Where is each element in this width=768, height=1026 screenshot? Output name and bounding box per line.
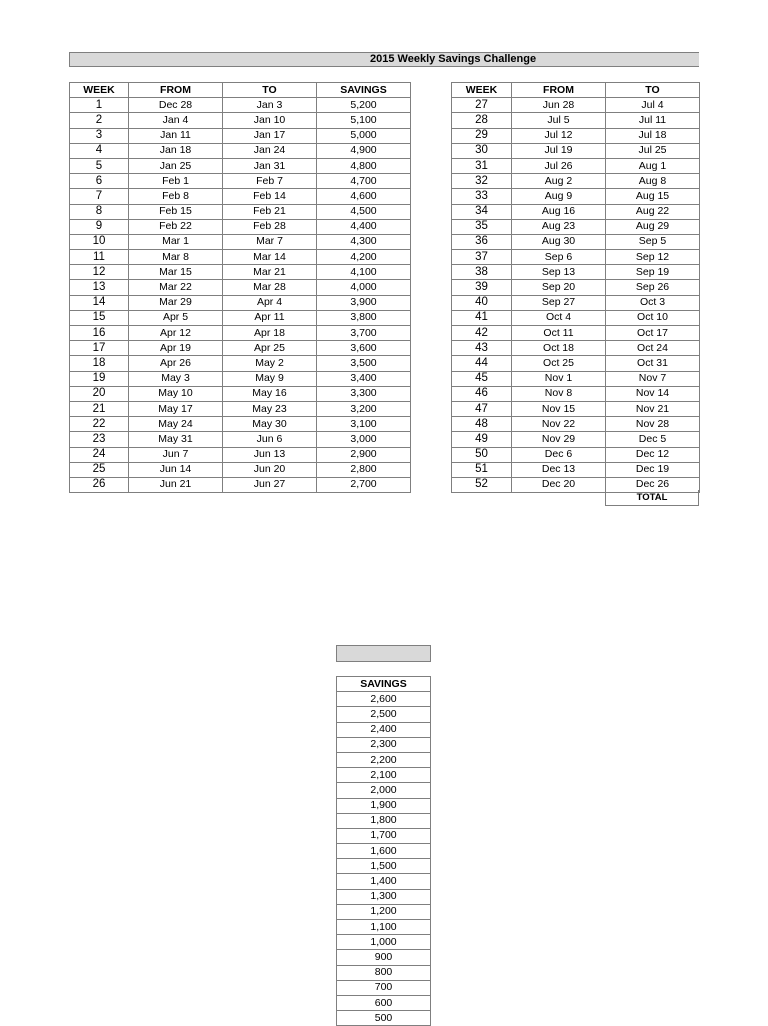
header-row — [70, 83, 411, 98]
table-row — [337, 920, 431, 935]
savings-cell: 800 — [337, 965, 431, 980]
table-row — [452, 98, 700, 113]
table-row — [452, 401, 700, 416]
table-row — [452, 280, 700, 295]
week-cell: 28 — [452, 113, 512, 128]
week-cell: 51 — [452, 462, 512, 477]
table-row — [70, 234, 411, 249]
savings-cell: 3,800 — [317, 310, 411, 325]
table-row — [452, 128, 700, 143]
week-cell: 50 — [452, 447, 512, 462]
from-date-cell: Apr 26 — [129, 356, 223, 371]
table-row — [337, 813, 431, 828]
week-cell: 14 — [70, 295, 129, 310]
week-cell: 47 — [452, 401, 512, 416]
to-date-cell: May 9 — [223, 371, 317, 386]
from-date-cell: Oct 11 — [512, 326, 606, 341]
total-label: TOTAL — [605, 490, 699, 506]
week-cell: 10 — [70, 234, 129, 249]
savings-cell: 900 — [337, 950, 431, 965]
savings-table-weeks-1-26 — [69, 82, 411, 493]
week-cell: 27 — [452, 98, 512, 113]
table-row — [337, 737, 431, 752]
from-date-cell: Nov 15 — [512, 401, 606, 416]
to-date-cell: Nov 7 — [606, 371, 700, 386]
to-date-cell: Feb 7 — [223, 174, 317, 189]
week-cell: 44 — [452, 356, 512, 371]
week-cell: 31 — [452, 158, 512, 173]
week-cell: 41 — [452, 310, 512, 325]
to-date-cell: Jan 17 — [223, 128, 317, 143]
savings-cell: 5,000 — [317, 128, 411, 143]
table-row — [337, 707, 431, 722]
savings-cell: 2,500 — [337, 707, 431, 722]
table-row — [452, 219, 700, 234]
savings-cell: 500 — [337, 1011, 431, 1026]
table-row — [70, 432, 411, 447]
from-date-cell: Jan 11 — [129, 128, 223, 143]
from-date-cell: May 24 — [129, 417, 223, 432]
from-date-cell: Jun 7 — [129, 447, 223, 462]
from-header: FROM — [512, 83, 606, 98]
table-row — [452, 417, 700, 432]
table-row — [337, 783, 431, 798]
to-date-cell: Aug 1 — [606, 158, 700, 173]
table-row — [452, 234, 700, 249]
table-row — [452, 295, 700, 310]
table-row — [70, 417, 411, 432]
from-date-cell: Oct 4 — [512, 310, 606, 325]
savings-column-table — [336, 676, 431, 1026]
table-row — [70, 462, 411, 477]
from-date-cell: May 10 — [129, 386, 223, 401]
savings-cell: 2,100 — [337, 768, 431, 783]
week-cell: 46 — [452, 386, 512, 401]
to-date-cell: Jun 20 — [223, 462, 317, 477]
table-row — [337, 965, 431, 980]
week-cell: 12 — [70, 265, 129, 280]
week-cell: 43 — [452, 341, 512, 356]
savings-cell: 3,500 — [317, 356, 411, 371]
to-date-cell: Apr 18 — [223, 326, 317, 341]
week-cell: 15 — [70, 310, 129, 325]
from-date-cell: Oct 25 — [512, 356, 606, 371]
week-cell: 32 — [452, 174, 512, 189]
to-date-cell: Aug 8 — [606, 174, 700, 189]
table-row — [70, 204, 411, 219]
savings-cell: 1,300 — [337, 889, 431, 904]
savings-cell: 3,400 — [317, 371, 411, 386]
page-title: 2015 Weekly Savings Challenge — [370, 53, 537, 65]
to-date-cell: Dec 19 — [606, 462, 700, 477]
from-date-cell: Jul 5 — [512, 113, 606, 128]
from-header: FROM — [129, 83, 223, 98]
savings-cell: 3,300 — [317, 386, 411, 401]
table-row — [70, 113, 411, 128]
table-row — [337, 935, 431, 950]
table-row — [452, 189, 700, 204]
to-date-cell: Feb 21 — [223, 204, 317, 219]
table-row — [70, 386, 411, 401]
from-date-cell: Dec 13 — [512, 462, 606, 477]
week-cell: 52 — [452, 477, 512, 492]
week-cell: 33 — [452, 189, 512, 204]
from-date-cell: May 17 — [129, 401, 223, 416]
week-header: WEEK — [452, 83, 512, 98]
section-bar — [336, 645, 431, 662]
week-cell: 35 — [452, 219, 512, 234]
savings-cell: 700 — [337, 980, 431, 995]
from-date-cell: Aug 30 — [512, 234, 606, 249]
week-cell: 26 — [70, 477, 129, 492]
from-date-cell: Dec 28 — [129, 98, 223, 113]
week-cell: 45 — [452, 371, 512, 386]
to-date-cell: Nov 28 — [606, 417, 700, 432]
table-row — [452, 158, 700, 173]
from-date-cell: Dec 6 — [512, 447, 606, 462]
week-cell: 49 — [452, 432, 512, 447]
week-cell: 38 — [452, 265, 512, 280]
from-date-cell: Mar 29 — [129, 295, 223, 310]
table-row — [70, 128, 411, 143]
header-row — [452, 83, 700, 98]
from-date-cell: Sep 6 — [512, 250, 606, 265]
from-date-cell: Feb 1 — [129, 174, 223, 189]
table-row — [70, 326, 411, 341]
table-row — [70, 401, 411, 416]
week-cell: 29 — [452, 128, 512, 143]
from-date-cell: May 3 — [129, 371, 223, 386]
from-date-cell: Jun 14 — [129, 462, 223, 477]
to-date-cell: Dec 26 — [606, 477, 700, 492]
week-cell: 3 — [70, 128, 129, 143]
savings-cell: 4,700 — [317, 174, 411, 189]
savings-cell: 3,900 — [317, 295, 411, 310]
from-date-cell: Jul 26 — [512, 158, 606, 173]
to-date-cell: Dec 12 — [606, 447, 700, 462]
table-row — [70, 265, 411, 280]
week-cell: 19 — [70, 371, 129, 386]
week-cell: 30 — [452, 143, 512, 158]
to-date-cell: Sep 12 — [606, 250, 700, 265]
week-cell: 37 — [452, 250, 512, 265]
from-date-cell: Jun 28 — [512, 98, 606, 113]
to-date-cell: Oct 17 — [606, 326, 700, 341]
savings-cell: 3,600 — [317, 341, 411, 356]
week-cell: 25 — [70, 462, 129, 477]
table-row — [337, 722, 431, 737]
table-row — [452, 204, 700, 219]
table-row — [452, 371, 700, 386]
savings-cell: 4,300 — [317, 234, 411, 249]
to-date-cell: May 23 — [223, 401, 317, 416]
savings-cell: 2,300 — [337, 737, 431, 752]
from-date-cell: Sep 20 — [512, 280, 606, 295]
to-date-cell: Aug 29 — [606, 219, 700, 234]
table-row — [70, 447, 411, 462]
to-date-cell: Jun 6 — [223, 432, 317, 447]
table-row — [452, 462, 700, 477]
table-row — [452, 341, 700, 356]
savings-cell: 4,200 — [317, 250, 411, 265]
from-date-cell: Sep 13 — [512, 265, 606, 280]
savings-cell: 1,100 — [337, 920, 431, 935]
table-row — [452, 386, 700, 401]
to-date-cell: Jun 27 — [223, 477, 317, 492]
to-date-cell: Sep 26 — [606, 280, 700, 295]
to-date-cell: Feb 14 — [223, 189, 317, 204]
from-date-cell: Aug 16 — [512, 204, 606, 219]
week-cell: 8 — [70, 204, 129, 219]
savings-cell: 2,400 — [337, 722, 431, 737]
to-date-cell: Apr 11 — [223, 310, 317, 325]
savings-cell: 1,900 — [337, 798, 431, 813]
savings-cell: 4,900 — [317, 143, 411, 158]
table-row — [70, 250, 411, 265]
week-cell: 11 — [70, 250, 129, 265]
savings-cell: 1,800 — [337, 813, 431, 828]
week-cell: 16 — [70, 326, 129, 341]
from-date-cell: Feb 8 — [129, 189, 223, 204]
to-date-cell: Apr 4 — [223, 295, 317, 310]
to-date-cell: Mar 14 — [223, 250, 317, 265]
week-cell: 7 — [70, 189, 129, 204]
to-date-cell: Jul 11 — [606, 113, 700, 128]
table-row — [337, 980, 431, 995]
table-row — [452, 250, 700, 265]
table-row — [452, 310, 700, 325]
from-date-cell: Oct 18 — [512, 341, 606, 356]
savings-cell: 3,200 — [317, 401, 411, 416]
from-date-cell: Nov 29 — [512, 432, 606, 447]
savings-table-weeks-27-52 — [451, 82, 700, 493]
from-date-cell: Jun 21 — [129, 477, 223, 492]
to-date-cell: Jul 4 — [606, 98, 700, 113]
table-row — [70, 477, 411, 492]
savings-cell: 2,700 — [317, 477, 411, 492]
table-row — [70, 174, 411, 189]
table-row — [70, 98, 411, 113]
to-date-cell: Jan 24 — [223, 143, 317, 158]
savings-cell: 3,100 — [317, 417, 411, 432]
week-cell: 36 — [452, 234, 512, 249]
table-row — [337, 859, 431, 874]
from-date-cell: Apr 19 — [129, 341, 223, 356]
table-row — [452, 143, 700, 158]
to-date-cell: Dec 5 — [606, 432, 700, 447]
from-date-cell: Jan 25 — [129, 158, 223, 173]
savings-cell: 4,600 — [317, 189, 411, 204]
table-row — [70, 341, 411, 356]
week-cell: 17 — [70, 341, 129, 356]
to-date-cell: Oct 24 — [606, 341, 700, 356]
savings-cell: 1,700 — [337, 828, 431, 843]
savings-cell: 5,200 — [317, 98, 411, 113]
from-date-cell: Feb 15 — [129, 204, 223, 219]
table-row — [70, 371, 411, 386]
week-cell: 42 — [452, 326, 512, 341]
from-date-cell: May 31 — [129, 432, 223, 447]
to-date-cell: Feb 28 — [223, 219, 317, 234]
to-date-cell: Jan 31 — [223, 158, 317, 173]
to-date-cell: Apr 25 — [223, 341, 317, 356]
week-cell: 2 — [70, 113, 129, 128]
week-header: WEEK — [70, 83, 129, 98]
to-date-cell: Mar 28 — [223, 280, 317, 295]
week-cell: 9 — [70, 219, 129, 234]
table-row — [70, 310, 411, 325]
to-header: TO — [223, 83, 317, 98]
table-row — [337, 995, 431, 1010]
table-row — [452, 356, 700, 371]
savings-cell: 1,600 — [337, 844, 431, 859]
to-date-cell: Sep 5 — [606, 234, 700, 249]
table-row — [452, 265, 700, 280]
week-cell: 4 — [70, 143, 129, 158]
to-date-cell: Sep 19 — [606, 265, 700, 280]
table-row — [337, 904, 431, 919]
to-date-cell: May 16 — [223, 386, 317, 401]
table-row — [337, 889, 431, 904]
to-date-cell: Oct 3 — [606, 295, 700, 310]
to-date-cell: Jan 3 — [223, 98, 317, 113]
week-cell: 21 — [70, 401, 129, 416]
to-date-cell: Oct 10 — [606, 310, 700, 325]
from-date-cell: Apr 5 — [129, 310, 223, 325]
from-date-cell: Mar 8 — [129, 250, 223, 265]
to-date-cell: Aug 15 — [606, 189, 700, 204]
savings-cell: 4,100 — [317, 265, 411, 280]
to-date-cell: May 2 — [223, 356, 317, 371]
to-date-cell: Nov 21 — [606, 401, 700, 416]
savings-cell: 3,700 — [317, 326, 411, 341]
from-date-cell: Mar 15 — [129, 265, 223, 280]
to-date-cell: May 30 — [223, 417, 317, 432]
to-date-cell: Nov 14 — [606, 386, 700, 401]
table-row — [70, 219, 411, 234]
table-row — [70, 356, 411, 371]
savings-cell: 1,500 — [337, 859, 431, 874]
table-row — [70, 280, 411, 295]
table-row — [337, 692, 431, 707]
savings-cell: 600 — [337, 995, 431, 1010]
from-date-cell: Apr 12 — [129, 326, 223, 341]
week-cell: 24 — [70, 447, 129, 462]
savings-cell: 4,500 — [317, 204, 411, 219]
week-cell: 1 — [70, 98, 129, 113]
savings-cell: 1,400 — [337, 874, 431, 889]
savings-cell: 3,000 — [317, 432, 411, 447]
week-cell: 18 — [70, 356, 129, 371]
from-date-cell: Jul 19 — [512, 143, 606, 158]
from-date-cell: Aug 9 — [512, 189, 606, 204]
to-date-cell: Oct 31 — [606, 356, 700, 371]
week-cell: 5 — [70, 158, 129, 173]
savings-cell: 2,600 — [337, 692, 431, 707]
to-date-cell: Mar 7 — [223, 234, 317, 249]
from-date-cell: Dec 20 — [512, 477, 606, 492]
week-cell: 39 — [452, 280, 512, 295]
savings-cell: 4,000 — [317, 280, 411, 295]
table-row — [452, 174, 700, 189]
to-date-cell: Jan 10 — [223, 113, 317, 128]
savings-cell: 5,100 — [317, 113, 411, 128]
week-cell: 6 — [70, 174, 129, 189]
savings-cell: 2,900 — [317, 447, 411, 462]
savings-cell: 2,800 — [317, 462, 411, 477]
week-cell: 20 — [70, 386, 129, 401]
table-row — [452, 326, 700, 341]
to-date-cell: Jul 18 — [606, 128, 700, 143]
savings-cell: 1,000 — [337, 935, 431, 950]
table-row — [337, 828, 431, 843]
from-date-cell: Jan 4 — [129, 113, 223, 128]
table-row — [337, 752, 431, 767]
table-row — [70, 158, 411, 173]
savings-cell: 2,000 — [337, 783, 431, 798]
savings-cell: 2,200 — [337, 752, 431, 767]
table-row — [452, 113, 700, 128]
savings-cell: 4,800 — [317, 158, 411, 173]
from-date-cell: Feb 22 — [129, 219, 223, 234]
table-row — [337, 844, 431, 859]
to-header: TO — [606, 83, 700, 98]
table-row — [452, 447, 700, 462]
to-date-cell: Jul 25 — [606, 143, 700, 158]
to-date-cell: Mar 21 — [223, 265, 317, 280]
from-date-cell: Aug 23 — [512, 219, 606, 234]
table-row — [337, 768, 431, 783]
header-row — [337, 677, 431, 692]
week-cell: 48 — [452, 417, 512, 432]
savings-header: SAVINGS — [317, 83, 411, 98]
to-date-cell: Aug 22 — [606, 204, 700, 219]
table-row — [70, 295, 411, 310]
savings-cell: 4,400 — [317, 219, 411, 234]
table-row — [337, 798, 431, 813]
savings-cell: 1,200 — [337, 904, 431, 919]
from-date-cell: Nov 1 — [512, 371, 606, 386]
table-row — [337, 874, 431, 889]
from-date-cell: Aug 2 — [512, 174, 606, 189]
savings-header: SAVINGS — [337, 677, 431, 692]
from-date-cell: Mar 22 — [129, 280, 223, 295]
from-date-cell: Mar 1 — [129, 234, 223, 249]
from-date-cell: Jul 12 — [512, 128, 606, 143]
title-bar — [69, 52, 699, 67]
to-date-cell: Jun 13 — [223, 447, 317, 462]
from-date-cell: Nov 8 — [512, 386, 606, 401]
table-row — [70, 189, 411, 204]
week-cell: 34 — [452, 204, 512, 219]
week-cell: 40 — [452, 295, 512, 310]
table-row — [337, 950, 431, 965]
from-date-cell: Jan 18 — [129, 143, 223, 158]
week-cell: 22 — [70, 417, 129, 432]
table-row — [70, 143, 411, 158]
from-date-cell: Nov 22 — [512, 417, 606, 432]
table-row — [452, 432, 700, 447]
week-cell: 23 — [70, 432, 129, 447]
week-cell: 13 — [70, 280, 129, 295]
from-date-cell: Sep 27 — [512, 295, 606, 310]
